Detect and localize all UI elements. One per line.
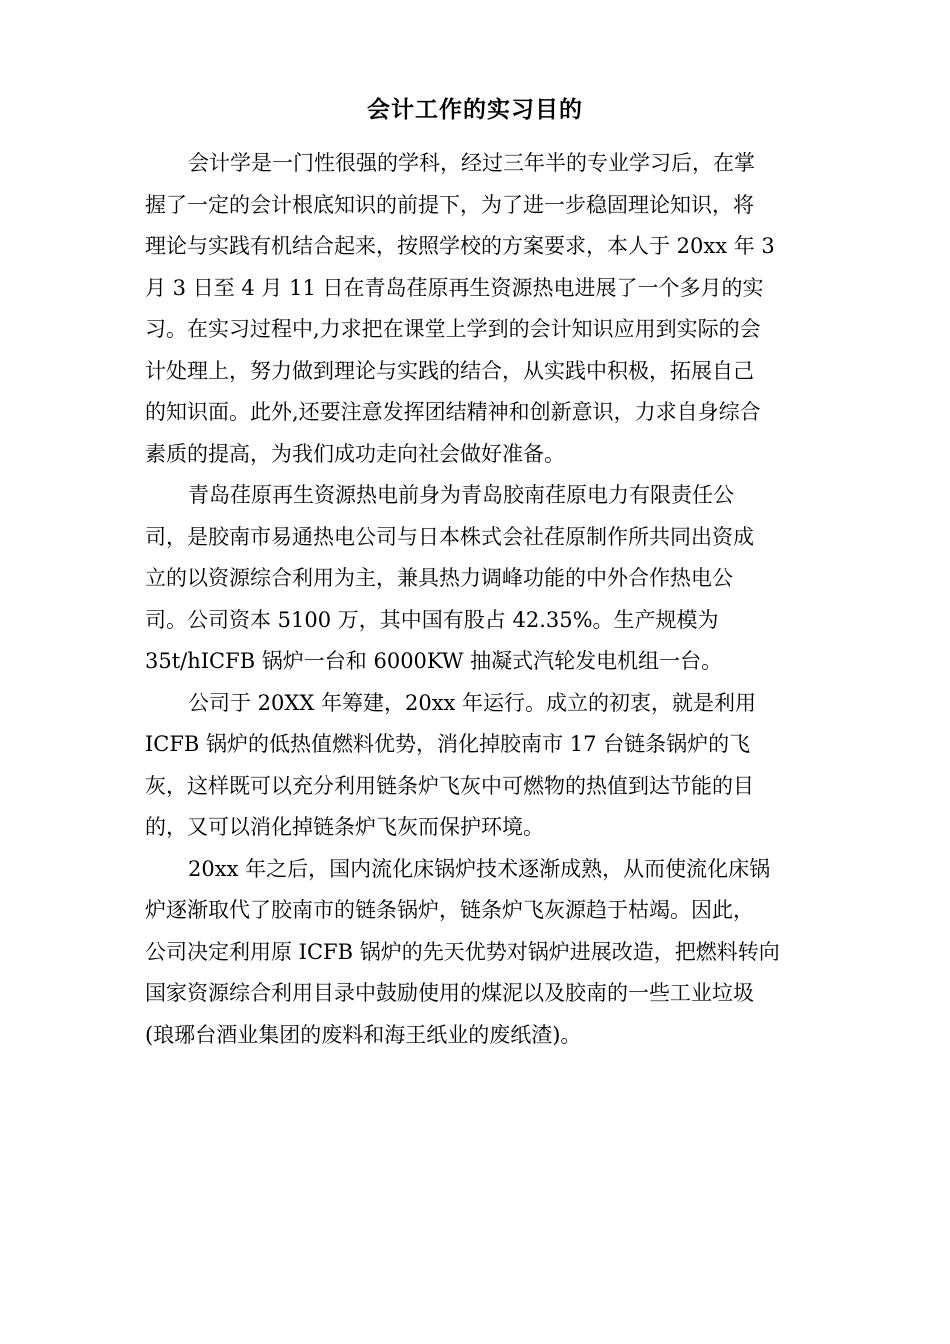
text-line: 会计学是一门性很强的学科，经过三年半的专业学习后，在掌 [188,151,755,175]
paragraph [145,475,813,683]
text-line: 国家资源综合利用目录中鼓励使用的煤泥以及胶南的一些工业垃圾 [145,981,754,1005]
text-line: 司，是胶南市易通热电公司与日本株式会社荏原制作所共同出资成 [145,524,754,549]
text-line: 20xx 年之后，国内流化床锅炉技术逐渐成熟，从而使流化床锅 [188,856,771,881]
text-line: 的，又可以消化掉链条炉飞灰而保护环境。 [145,815,544,839]
text-line: 理论与实践有机结合起来，按照学校的方案要求，本人于 20xx 年 3 [145,234,775,258]
text-line: 习。在实习过程中,力求把在课堂上学到的会计知识应用到实际的会 [145,317,761,341]
text-line: 素质的提高，为我们成功走向社会做好准备。 [145,441,565,466]
text-line: 35t/hICFB 锅炉一台和 6000KW 抽凝式汽轮发电机组一台。 [145,649,723,673]
document-body [145,143,813,1056]
text-line: 月 3 日至 4 月 11 日在青岛荏原再生资源热电进展了一个多月的实 [145,275,764,300]
text-line: 握了一定的会计根底知识的前提下，为了进一步稳固理论知识，将 [145,192,754,217]
paragraph [145,683,813,849]
text-line: 炉逐渐取代了胶南市的链条锅炉，链条炉飞灰源趋于枯竭。因此， [145,898,754,922]
document-title: 会计工作的实习目的 [367,97,583,123]
text-line: 计处理上，努力做到理论与实践的结合，从实践中积极，拓展自己 [145,358,754,383]
text-line: 灰，这样既可以充分利用链条炉飞灰中可燃物的热值到达节能的目 [145,773,754,798]
text-line: 青岛荏原再生资源热电前身为青岛胶南荏原电力有限责任公 [188,483,734,507]
text-line: 公司于 20XX 年筹建，20xx 年运行。成立的初衷，就是利用 [188,690,757,715]
text-line: 公司决定利用原 ICFB 锅炉的先天优势对锅炉进展改造，把燃料转向 [145,939,780,964]
paragraph [145,849,813,1057]
paragraph [145,143,813,475]
text-line: 立的以资源综合利用为主，兼具热力调峰功能的中外合作热电公 [145,566,733,590]
text-line: 的知识面。此外,还要注意发挥团结精神和创新意识，力求自身综合 [145,400,761,424]
text-line: (琅琊台酒业集团的废料和海王纸业的废纸渣)。 [145,1022,582,1047]
text-line: ICFB 锅炉的低热值燃料优势，消化掉胶南市 17 台链条锅炉的飞 [145,732,751,756]
text-line: 司。公司资本 5100 万，其中国有股占 42.35%。生产规模为 [145,607,719,632]
